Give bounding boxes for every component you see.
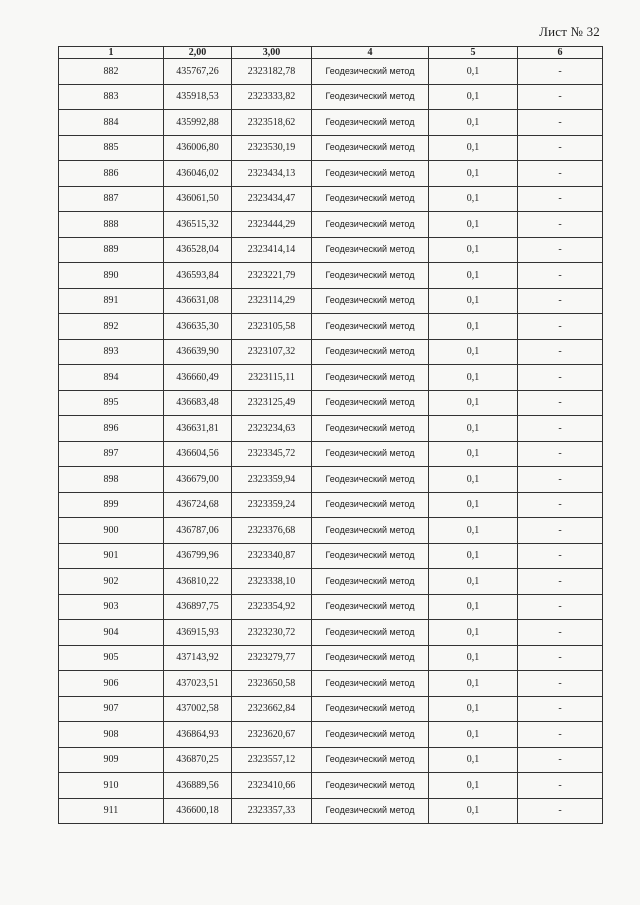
point-number-cell: 908	[59, 722, 164, 748]
x-coordinate-cell: 436683,48	[164, 390, 232, 416]
method-cell: Геодезический метод	[312, 441, 429, 467]
table-row	[59, 569, 603, 595]
note-cell: -	[518, 59, 603, 85]
accuracy-cell: 0,1	[429, 390, 518, 416]
point-number-cell: 904	[59, 620, 164, 646]
note-cell: -	[518, 237, 603, 263]
x-coordinate-cell: 436897,75	[164, 594, 232, 620]
method-cell: Геодезический метод	[312, 569, 429, 595]
y-coordinate-cell: 2323359,24	[232, 492, 312, 518]
method-cell: Геодезический метод	[312, 747, 429, 773]
table-row	[59, 722, 603, 748]
note-cell: -	[518, 365, 603, 391]
note-cell: -	[518, 543, 603, 569]
table-row	[59, 314, 603, 340]
table-row	[59, 492, 603, 518]
accuracy-cell: 0,1	[429, 110, 518, 136]
table-row	[59, 696, 603, 722]
x-coordinate-cell: 436810,22	[164, 569, 232, 595]
y-coordinate-cell: 2323125,49	[232, 390, 312, 416]
sheet-number-label: Лист № 32	[539, 24, 600, 39]
x-coordinate-cell: 436528,04	[164, 237, 232, 263]
x-coordinate-cell: 435992,88	[164, 110, 232, 136]
note-cell: -	[518, 84, 603, 110]
y-coordinate-cell: 2323345,72	[232, 441, 312, 467]
method-cell: Геодезический метод	[312, 798, 429, 824]
method-cell: Геодезический метод	[312, 594, 429, 620]
method-cell: Геодезический метод	[312, 492, 429, 518]
accuracy-cell: 0,1	[429, 569, 518, 595]
method-cell: Геодезический метод	[312, 365, 429, 391]
point-number-cell: 905	[59, 645, 164, 671]
accuracy-cell: 0,1	[429, 161, 518, 187]
x-coordinate-cell: 436061,50	[164, 186, 232, 212]
point-number-cell: 893	[59, 339, 164, 365]
point-number-cell: 910	[59, 773, 164, 799]
y-coordinate-cell: 2323105,58	[232, 314, 312, 340]
point-number-cell: 886	[59, 161, 164, 187]
point-number-cell: 895	[59, 390, 164, 416]
note-cell: -	[518, 467, 603, 493]
accuracy-cell: 0,1	[429, 594, 518, 620]
y-coordinate-cell: 2323221,79	[232, 263, 312, 289]
x-coordinate-cell: 436724,68	[164, 492, 232, 518]
table-row	[59, 135, 603, 161]
method-cell: Геодезический метод	[312, 288, 429, 314]
y-coordinate-cell: 2323338,10	[232, 569, 312, 595]
point-number-cell: 898	[59, 467, 164, 493]
note-cell: -	[518, 773, 603, 799]
method-cell: Геодезический метод	[312, 722, 429, 748]
accuracy-cell: 0,1	[429, 186, 518, 212]
table-row	[59, 263, 603, 289]
method-cell: Геодезический метод	[312, 237, 429, 263]
method-cell: Геодезический метод	[312, 390, 429, 416]
y-coordinate-cell: 2323410,66	[232, 773, 312, 799]
point-number-cell: 897	[59, 441, 164, 467]
note-cell: -	[518, 339, 603, 365]
y-coordinate-cell: 2323434,13	[232, 161, 312, 187]
table-row	[59, 671, 603, 697]
y-coordinate-cell: 2323333,82	[232, 84, 312, 110]
column-header-2: 2,00	[164, 47, 232, 59]
note-cell: -	[518, 263, 603, 289]
method-cell: Геодезический метод	[312, 671, 429, 697]
accuracy-cell: 0,1	[429, 671, 518, 697]
method-cell: Геодезический метод	[312, 518, 429, 544]
y-coordinate-cell: 2323114,29	[232, 288, 312, 314]
accuracy-cell: 0,1	[429, 518, 518, 544]
point-number-cell: 890	[59, 263, 164, 289]
accuracy-cell: 0,1	[429, 620, 518, 646]
note-cell: -	[518, 518, 603, 544]
note-cell: -	[518, 110, 603, 136]
y-coordinate-cell: 2323620,67	[232, 722, 312, 748]
x-coordinate-cell: 436787,06	[164, 518, 232, 544]
x-coordinate-cell: 436889,56	[164, 773, 232, 799]
table-row	[59, 620, 603, 646]
note-cell: -	[518, 416, 603, 442]
note-cell: -	[518, 186, 603, 212]
method-cell: Геодезический метод	[312, 543, 429, 569]
y-coordinate-cell: 2323414,14	[232, 237, 312, 263]
x-coordinate-cell: 436604,56	[164, 441, 232, 467]
x-coordinate-cell: 436864,93	[164, 722, 232, 748]
accuracy-cell: 0,1	[429, 212, 518, 238]
note-cell: -	[518, 288, 603, 314]
y-coordinate-cell: 2323340,87	[232, 543, 312, 569]
table-row	[59, 416, 603, 442]
y-coordinate-cell: 2323234,63	[232, 416, 312, 442]
table-row	[59, 84, 603, 110]
y-coordinate-cell: 2323650,58	[232, 671, 312, 697]
point-number-cell: 882	[59, 59, 164, 85]
x-coordinate-cell: 436046,02	[164, 161, 232, 187]
method-cell: Геодезический метод	[312, 696, 429, 722]
table-row	[59, 59, 603, 85]
column-header-3: 3,00	[232, 47, 312, 59]
note-cell: -	[518, 620, 603, 646]
table-row	[59, 441, 603, 467]
note-cell: -	[518, 135, 603, 161]
accuracy-cell: 0,1	[429, 237, 518, 263]
method-cell: Геодезический метод	[312, 84, 429, 110]
point-number-cell: 909	[59, 747, 164, 773]
table-row	[59, 110, 603, 136]
x-coordinate-cell: 436600,18	[164, 798, 232, 824]
point-number-cell: 899	[59, 492, 164, 518]
note-cell: -	[518, 212, 603, 238]
x-coordinate-cell: 436631,08	[164, 288, 232, 314]
note-cell: -	[518, 696, 603, 722]
accuracy-cell: 0,1	[429, 263, 518, 289]
accuracy-cell: 0,1	[429, 59, 518, 85]
point-number-cell: 883	[59, 84, 164, 110]
method-cell: Геодезический метод	[312, 467, 429, 493]
accuracy-cell: 0,1	[429, 135, 518, 161]
y-coordinate-cell: 2323444,29	[232, 212, 312, 238]
method-cell: Геодезический метод	[312, 135, 429, 161]
x-coordinate-cell: 436631,81	[164, 416, 232, 442]
x-coordinate-cell: 436515,32	[164, 212, 232, 238]
x-coordinate-cell: 437002,58	[164, 696, 232, 722]
method-cell: Геодезический метод	[312, 263, 429, 289]
column-header-6: 6	[518, 47, 603, 59]
point-number-cell: 906	[59, 671, 164, 697]
accuracy-cell: 0,1	[429, 492, 518, 518]
table-row	[59, 518, 603, 544]
method-cell: Геодезический метод	[312, 339, 429, 365]
note-cell: -	[518, 645, 603, 671]
y-coordinate-cell: 2323376,68	[232, 518, 312, 544]
y-coordinate-cell: 2323557,12	[232, 747, 312, 773]
accuracy-cell: 0,1	[429, 543, 518, 569]
point-number-cell: 887	[59, 186, 164, 212]
x-coordinate-cell: 437023,51	[164, 671, 232, 697]
note-cell: -	[518, 722, 603, 748]
point-number-cell: 884	[59, 110, 164, 136]
accuracy-cell: 0,1	[429, 365, 518, 391]
y-coordinate-cell: 2323182,78	[232, 59, 312, 85]
point-number-cell: 889	[59, 237, 164, 263]
x-coordinate-cell: 436870,25	[164, 747, 232, 773]
table-row	[59, 390, 603, 416]
x-coordinate-cell: 436660,49	[164, 365, 232, 391]
table-body	[59, 59, 603, 824]
note-cell: -	[518, 390, 603, 416]
x-coordinate-cell: 436639,90	[164, 339, 232, 365]
note-cell: -	[518, 492, 603, 518]
note-cell: -	[518, 747, 603, 773]
coordinates-table	[58, 46, 603, 824]
y-coordinate-cell: 2323230,72	[232, 620, 312, 646]
method-cell: Геодезический метод	[312, 110, 429, 136]
x-coordinate-cell: 435918,53	[164, 84, 232, 110]
point-number-cell: 894	[59, 365, 164, 391]
accuracy-cell: 0,1	[429, 798, 518, 824]
accuracy-cell: 0,1	[429, 722, 518, 748]
accuracy-cell: 0,1	[429, 773, 518, 799]
accuracy-cell: 0,1	[429, 339, 518, 365]
note-cell: -	[518, 161, 603, 187]
point-number-cell: 900	[59, 518, 164, 544]
y-coordinate-cell: 2323357,33	[232, 798, 312, 824]
table-row	[59, 365, 603, 391]
point-number-cell: 907	[59, 696, 164, 722]
x-coordinate-cell: 437143,92	[164, 645, 232, 671]
note-cell: -	[518, 441, 603, 467]
point-number-cell: 885	[59, 135, 164, 161]
table-row	[59, 645, 603, 671]
accuracy-cell: 0,1	[429, 747, 518, 773]
y-coordinate-cell: 2323354,92	[232, 594, 312, 620]
x-coordinate-cell: 436006,80	[164, 135, 232, 161]
accuracy-cell: 0,1	[429, 645, 518, 671]
accuracy-cell: 0,1	[429, 84, 518, 110]
accuracy-cell: 0,1	[429, 288, 518, 314]
accuracy-cell: 0,1	[429, 696, 518, 722]
x-coordinate-cell: 436635,30	[164, 314, 232, 340]
point-number-cell: 888	[59, 212, 164, 238]
note-cell: -	[518, 569, 603, 595]
x-coordinate-cell: 435767,26	[164, 59, 232, 85]
y-coordinate-cell: 2323279,77	[232, 645, 312, 671]
table-row	[59, 212, 603, 238]
y-coordinate-cell: 2323662,84	[232, 696, 312, 722]
method-cell: Геодезический метод	[312, 212, 429, 238]
table-row	[59, 339, 603, 365]
method-cell: Геодезический метод	[312, 59, 429, 85]
note-cell: -	[518, 671, 603, 697]
point-number-cell: 903	[59, 594, 164, 620]
table-row	[59, 467, 603, 493]
table-row	[59, 161, 603, 187]
method-cell: Геодезический метод	[312, 620, 429, 646]
method-cell: Геодезический метод	[312, 773, 429, 799]
y-coordinate-cell: 2323359,94	[232, 467, 312, 493]
table-row	[59, 186, 603, 212]
method-cell: Геодезический метод	[312, 416, 429, 442]
column-header-4: 4	[312, 47, 429, 59]
y-coordinate-cell: 2323434,47	[232, 186, 312, 212]
y-coordinate-cell: 2323115,11	[232, 365, 312, 391]
note-cell: -	[518, 594, 603, 620]
x-coordinate-cell: 436679,00	[164, 467, 232, 493]
accuracy-cell: 0,1	[429, 467, 518, 493]
accuracy-cell: 0,1	[429, 441, 518, 467]
table-row	[59, 543, 603, 569]
table-row	[59, 237, 603, 263]
table-header	[59, 47, 603, 59]
method-cell: Геодезический метод	[312, 314, 429, 340]
header-row	[59, 47, 603, 59]
table-row	[59, 798, 603, 824]
accuracy-cell: 0,1	[429, 314, 518, 340]
point-number-cell: 901	[59, 543, 164, 569]
y-coordinate-cell: 2323518,62	[232, 110, 312, 136]
y-coordinate-cell: 2323530,19	[232, 135, 312, 161]
table-row	[59, 288, 603, 314]
table-row	[59, 594, 603, 620]
note-cell: -	[518, 314, 603, 340]
column-header-5: 5	[429, 47, 518, 59]
point-number-cell: 911	[59, 798, 164, 824]
point-number-cell: 892	[59, 314, 164, 340]
x-coordinate-cell: 436915,93	[164, 620, 232, 646]
point-number-cell: 896	[59, 416, 164, 442]
method-cell: Геодезический метод	[312, 161, 429, 187]
x-coordinate-cell: 436799,96	[164, 543, 232, 569]
table-row	[59, 747, 603, 773]
method-cell: Геодезический метод	[312, 186, 429, 212]
x-coordinate-cell: 436593,84	[164, 263, 232, 289]
column-header-1: 1	[59, 47, 164, 59]
table-row	[59, 773, 603, 799]
method-cell: Геодезический метод	[312, 645, 429, 671]
point-number-cell: 891	[59, 288, 164, 314]
accuracy-cell: 0,1	[429, 416, 518, 442]
point-number-cell: 902	[59, 569, 164, 595]
y-coordinate-cell: 2323107,32	[232, 339, 312, 365]
note-cell: -	[518, 798, 603, 824]
